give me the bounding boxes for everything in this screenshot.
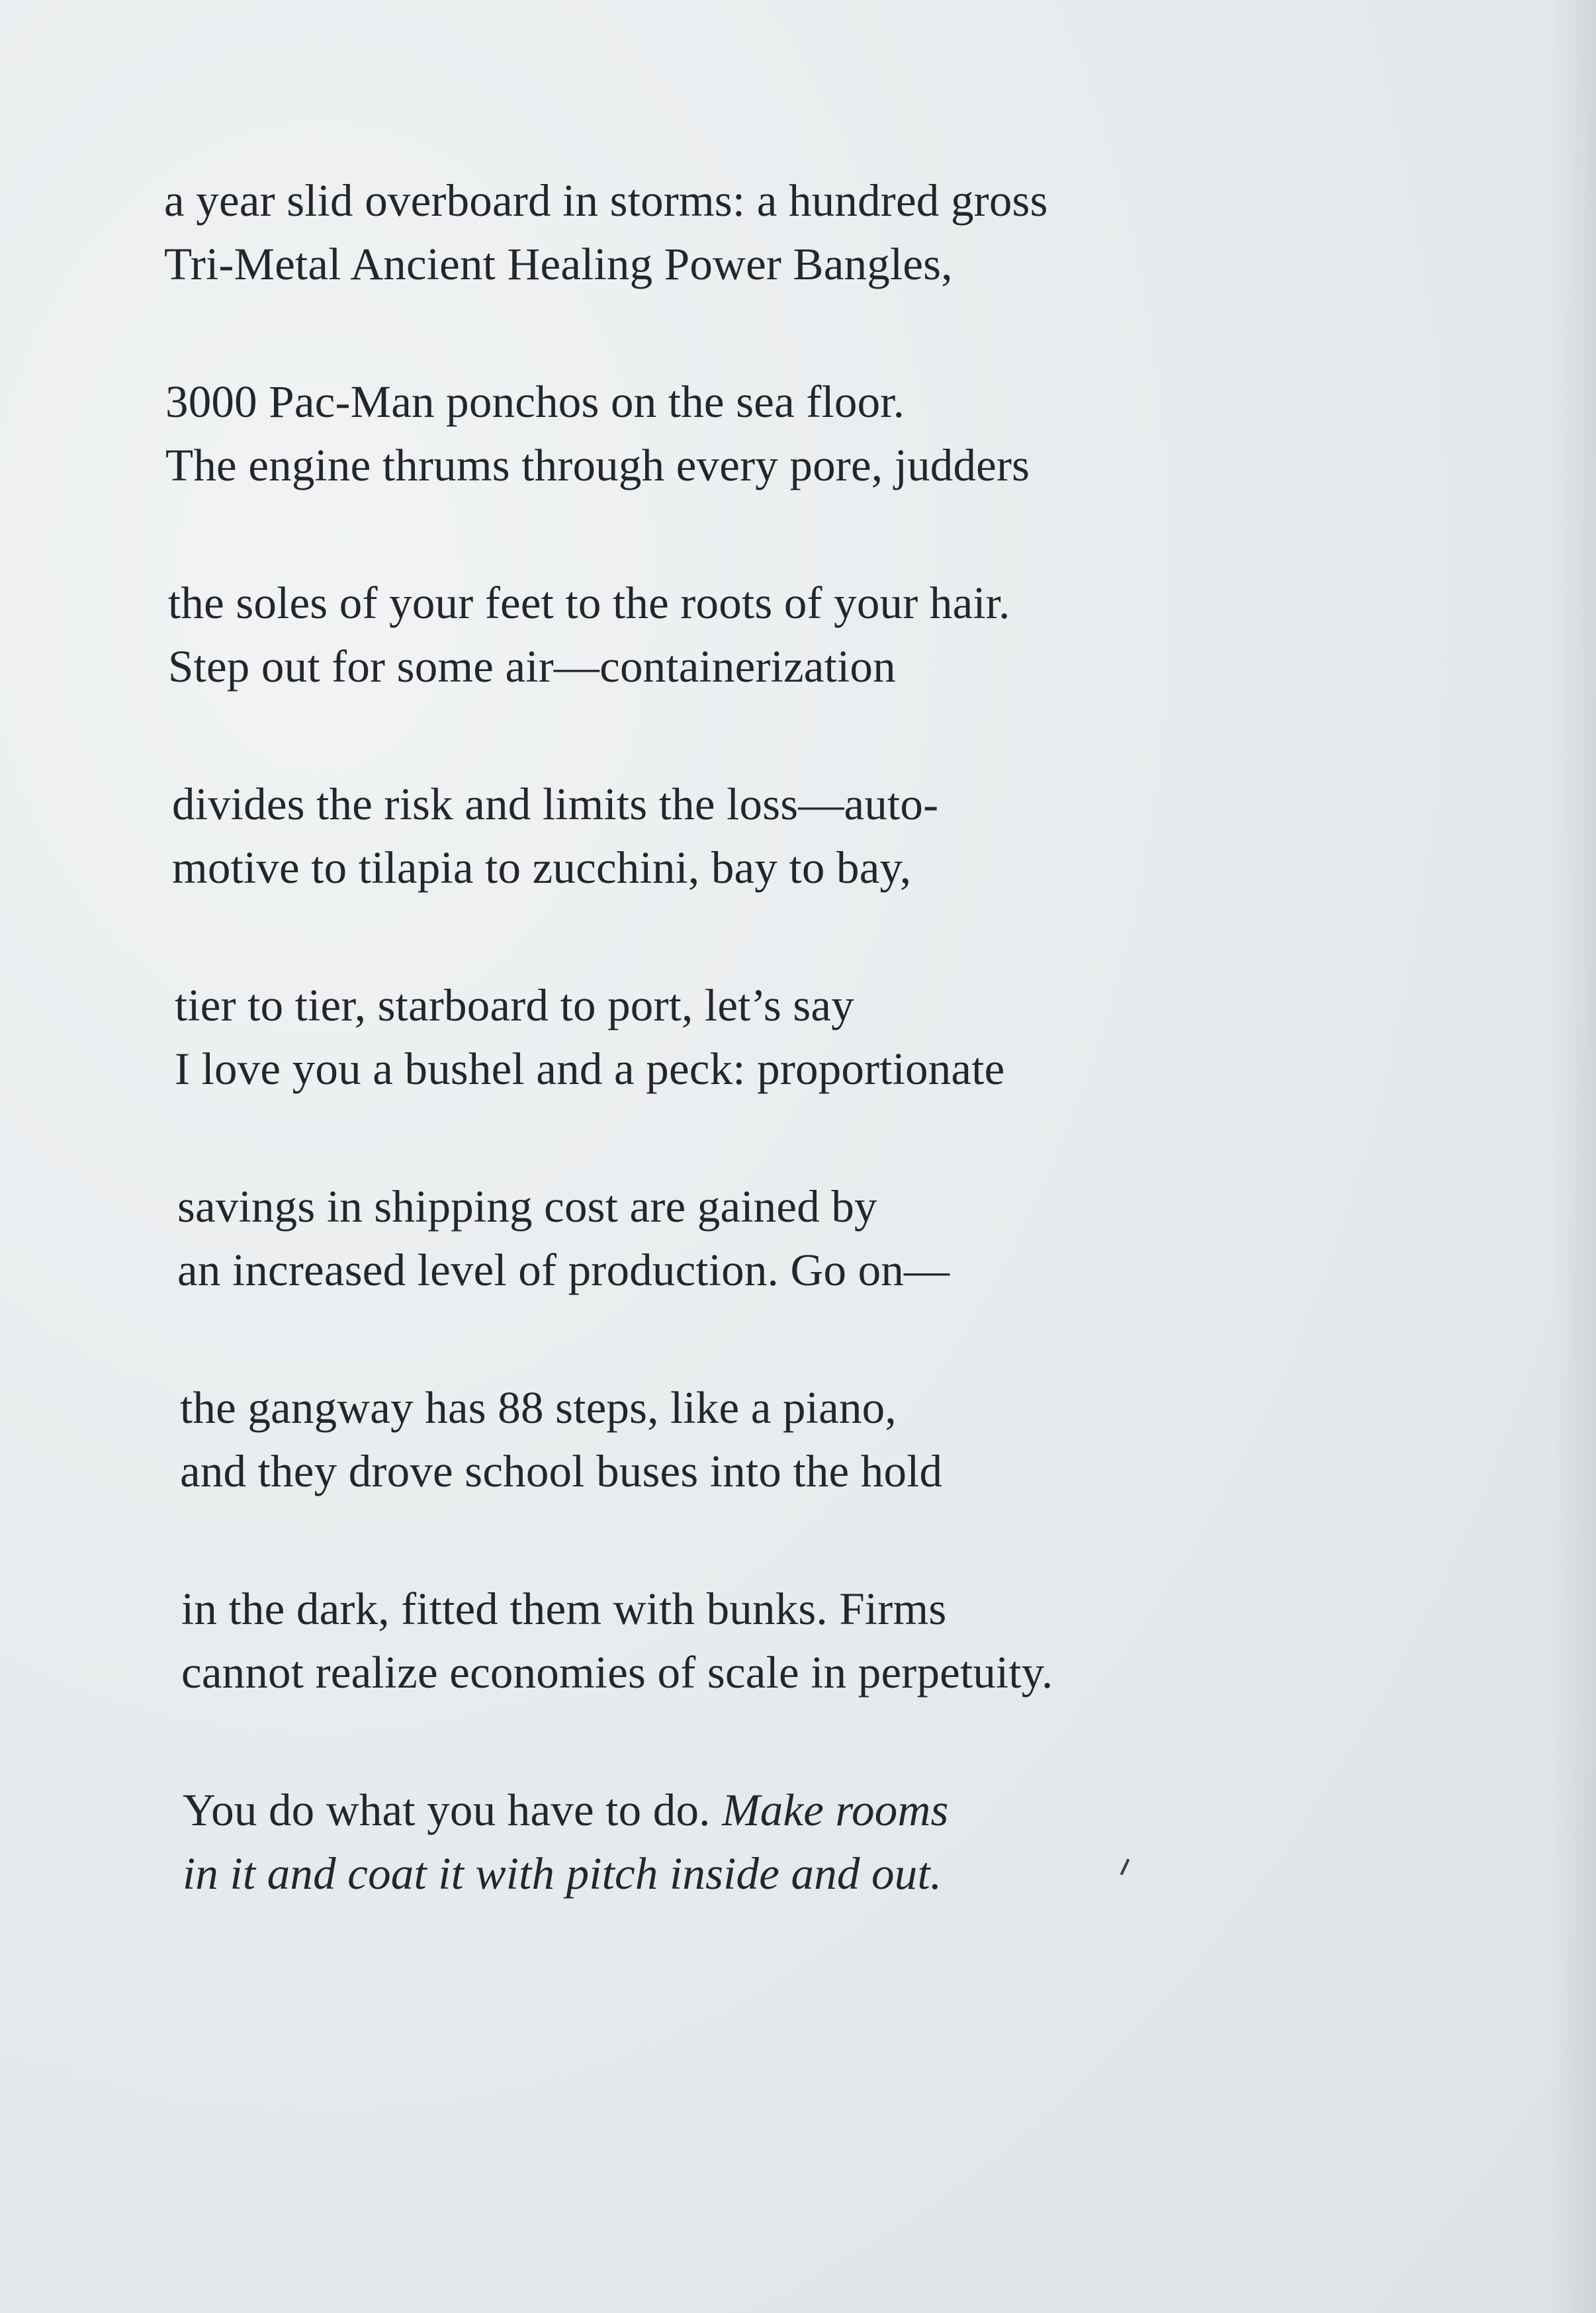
stanza-5 [175, 974, 1289, 1101]
poem-line: 3000 Pac-Man ponchos on the sea floor. [165, 377, 905, 427]
stanza-3 [168, 571, 1289, 698]
poem-line: and they drove school buses into the hold [180, 1446, 943, 1496]
stanza-7 [180, 1376, 1289, 1503]
poem-line: I love you a bushel and a peck: proportionate [175, 1044, 1005, 1094]
poem-line: Tri-Metal Ancient Healing Power Bangles, [164, 239, 953, 289]
poem-line-roman-part: You do what you have to do. [183, 1785, 723, 1835]
poem-line: tier to tier, starboard to port, let’s say [175, 980, 854, 1030]
stanza-6 [177, 1175, 1289, 1302]
stanza-1 [164, 169, 1289, 296]
poem-line: cannot realize economies of scale in perpetuity. [181, 1647, 1053, 1698]
poem-line [183, 1778, 1289, 1842]
poem-line: divides the risk and limits the loss—auto- [172, 779, 939, 829]
poem-line-italic: in it and coat it with pitch inside and out. [183, 1848, 942, 1899]
poem-body [164, 169, 1289, 1979]
poem-line: the soles of your feet to the roots of your hair. [168, 578, 1010, 628]
page-edge-shadow [1550, 0, 1596, 2313]
poem-line: savings in shipping cost are gained by [177, 1181, 877, 1232]
poem-line: a year slid overboard in storms: a hundred gross [164, 175, 1048, 226]
poem-line: the gangway has 88 steps, like a piano, [180, 1383, 897, 1433]
stanza-2 [165, 370, 1289, 497]
poem-line-italic-part: Make rooms [722, 1785, 949, 1835]
poem-line: Step out for some air—containerization [168, 641, 896, 692]
stanza-8 [181, 1577, 1289, 1704]
poem-line: an increased level of production. Go on— [177, 1245, 950, 1295]
stanza-4 [172, 772, 1289, 899]
poem-line: The engine thrums through every pore, judders [165, 440, 1030, 490]
stanza-9 [183, 1778, 1289, 1905]
poem-line: in the dark, fitted them with bunks. Firms [181, 1584, 947, 1634]
poem-line: motive to tilapia to zucchini, bay to bay, [172, 842, 912, 893]
